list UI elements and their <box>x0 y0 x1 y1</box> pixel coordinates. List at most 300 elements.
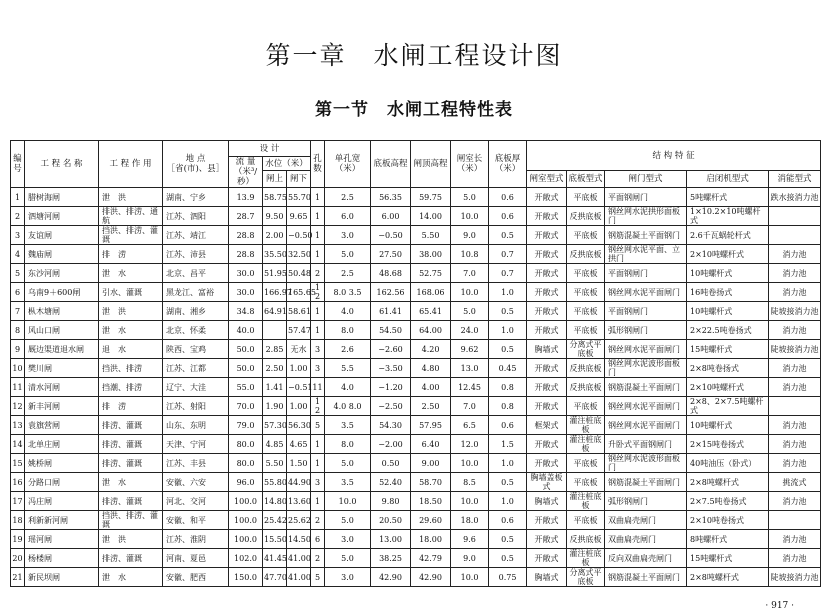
table-cell: −1.20 <box>371 378 411 397</box>
table-cell: 钢丝网水泥平面、立拱门 <box>605 245 687 264</box>
table-cell: 38.00 <box>411 245 451 264</box>
table-cell: 32.50 <box>287 245 311 264</box>
table-cell: 10 <box>11 359 25 378</box>
table-cell: 6 <box>311 530 325 549</box>
table-cell: 12 <box>11 397 25 416</box>
table-cell: 5.0 <box>325 245 371 264</box>
table-body <box>11 188 821 587</box>
table-row <box>11 340 821 359</box>
table-cell: 平底板 <box>567 188 605 207</box>
table-cell: 消力池 <box>769 492 821 511</box>
table-cell: 排涝、灌溉 <box>99 416 163 435</box>
table-cell: 2×8吨螺杆式 <box>687 473 769 492</box>
table-cell: 挡潮、排涝 <box>99 378 163 397</box>
table-cell: 3.0 <box>325 530 371 549</box>
table-row <box>11 397 821 416</box>
table-cell: 反向双曲扁壳闸门 <box>605 549 687 568</box>
table-cell: 9.0 <box>451 549 489 568</box>
table-cell: 钢筋混凝土平面闸门 <box>605 568 687 587</box>
table-cell: 辽宁、大洼 <box>163 378 229 397</box>
table-cell: 13.00 <box>371 530 411 549</box>
table-cell: 6.0 <box>325 207 371 226</box>
table-cell: 退 水 <box>99 340 163 359</box>
table-cell: 平底板 <box>567 473 605 492</box>
table-cell: 2 <box>311 264 325 283</box>
table-cell: 41.45 <box>263 549 287 568</box>
table-cell: 2.50 <box>263 359 287 378</box>
table-cell: 100.0 <box>229 530 263 549</box>
table-cell: 5.0 <box>325 549 371 568</box>
table-cell: 升卧式平面钢闸门 <box>605 435 687 454</box>
table-cell: 15 <box>11 454 25 473</box>
table-cell: 48.68 <box>371 264 411 283</box>
table-row <box>11 283 821 302</box>
table-cell: 79.0 <box>229 416 263 435</box>
table-cell: 6 <box>11 283 25 302</box>
table-cell: 2×8吨螺杆式 <box>687 568 769 587</box>
table-cell: 分离式平底板 <box>567 340 605 359</box>
table-cell: 58.61 <box>287 302 311 321</box>
header-name: 工 程 名 称 <box>25 141 99 188</box>
table-cell: 14.00 <box>411 207 451 226</box>
table-cell: 利新新河闸 <box>25 511 99 530</box>
table-cell: 2.5 <box>325 188 371 207</box>
table-cell: 开敞式 <box>527 321 567 340</box>
table-cell: 65.41 <box>411 302 451 321</box>
table-cell: 5.0 <box>451 188 489 207</box>
header-structure: 结 构 特 征 <box>527 141 821 171</box>
table-cell: 55.0 <box>229 378 263 397</box>
table-cell: 0.45 <box>489 359 527 378</box>
table-cell: 2 <box>11 207 25 226</box>
table-cell: 分离式平底板 <box>567 568 605 587</box>
table-row <box>11 492 821 511</box>
table-cell: 1 <box>11 188 25 207</box>
header-flow <box>229 157 263 188</box>
table-row <box>11 454 821 473</box>
table-cell: 1.50 <box>287 454 311 473</box>
table-cell: 2×8、2×7.5吨螺杆式 <box>687 397 769 416</box>
header-floor: 底板高程 <box>371 141 411 188</box>
table-cell: 开敞式 <box>527 378 567 397</box>
table-cell: 分路口闸 <box>25 473 99 492</box>
table-cell: 消力池 <box>769 416 821 435</box>
table-cell: 1.00 <box>287 397 311 416</box>
table-cell: 0.5 <box>489 549 527 568</box>
table-cell: 4.00 <box>411 378 451 397</box>
table-cell: 开敞式 <box>527 188 567 207</box>
table-cell: 1 <box>311 435 325 454</box>
table-cell: 冯庄闸 <box>25 492 99 511</box>
table-cell: 102.0 <box>229 549 263 568</box>
header-location-sub: ［省(市)、县］ <box>166 164 225 174</box>
table-cell: 2.6千瓦蜗轮杆式 <box>687 226 769 245</box>
table-cell: 2×8吨卷扬式 <box>687 359 769 378</box>
table-cell: 16 <box>11 473 25 492</box>
table-cell: 80.0 <box>229 435 263 454</box>
table-cell: 消力池 <box>769 245 821 264</box>
table-cell: 钢筋混凝土平面钢门 <box>605 226 687 245</box>
table-cell: 泄 水 <box>99 264 163 283</box>
table-cell: 14 <box>11 435 25 454</box>
table-cell: 泗塘河闸 <box>25 207 99 226</box>
header-thick: 底板厚（米） <box>489 141 527 188</box>
table-cell: 0.8 <box>489 397 527 416</box>
table-cell: 18.0 <box>451 511 489 530</box>
table-row <box>11 435 821 454</box>
header-length: 闸室长（米） <box>451 141 489 188</box>
table-cell: 平底板 <box>567 321 605 340</box>
table-cell: 5 <box>311 416 325 435</box>
table-cell: 泄 水 <box>99 473 163 492</box>
table-cell: 27.50 <box>371 245 411 264</box>
table-cell: 4.65 <box>287 435 311 454</box>
table-cell: 1.0 <box>489 283 527 302</box>
table-cell: 安徽、和平 <box>163 511 229 530</box>
table-cell: 1 <box>311 454 325 473</box>
table-cell: 11 <box>11 378 25 397</box>
table-cell: 10.0 <box>451 454 489 473</box>
header-span: 单孔宽（米） <box>325 141 371 188</box>
table-cell: 5 <box>11 264 25 283</box>
table-cell: 排涝、灌溉 <box>99 435 163 454</box>
table-cell: 1.0 <box>489 321 527 340</box>
table-cell: 2×7.5吨卷扬式 <box>687 492 769 511</box>
table-cell: 钢筋混凝土平面闸门 <box>605 473 687 492</box>
table-cell: 泄 洪 <box>99 302 163 321</box>
table-cell: 1.0 <box>489 492 527 511</box>
table-cell: 56.35 <box>371 188 411 207</box>
table-cell: 开敞式 <box>527 530 567 549</box>
header-energy-type: 消能型式 <box>769 171 821 188</box>
table-cell: 2 <box>311 549 325 568</box>
table-cell: 1.0 <box>489 454 527 473</box>
table-cell: 6.5 <box>451 416 489 435</box>
table-cell: 100.0 <box>229 492 263 511</box>
table-cell: 51.95 <box>263 264 287 283</box>
table-cell: 排涝、灌溉 <box>99 492 163 511</box>
table-cell: 袁旗营闸 <box>25 416 99 435</box>
table-cell: 2.00 <box>263 226 287 245</box>
table-cell: 58.70 <box>411 473 451 492</box>
table-cell: 平面钢闸门 <box>605 264 687 283</box>
table-cell: 2.6 <box>325 340 371 359</box>
table-cell: 北单庄闸 <box>25 435 99 454</box>
table-cell: 0.75 <box>489 568 527 587</box>
table-row <box>11 188 821 207</box>
table-cell: 反拱底板 <box>567 530 605 549</box>
table-cell: 5.50 <box>411 226 451 245</box>
table-cell: 2×15吨卷扬式 <box>687 435 769 454</box>
table-cell: 50.0 <box>229 359 263 378</box>
table-cell: −0.50 <box>371 226 411 245</box>
table-cell: 弧形钢闸门 <box>605 321 687 340</box>
table-cell: 5吨螺杆式 <box>687 188 769 207</box>
table-cell: 新民坝闸 <box>25 568 99 587</box>
table-cell: 47.70 <box>263 568 287 587</box>
table-cell: 8吨螺杆式 <box>687 530 769 549</box>
table-cell: 消力池 <box>769 435 821 454</box>
table-cell: 1 2 <box>311 397 325 416</box>
table-cell: 反拱底板 <box>567 207 605 226</box>
table-cell: 96.0 <box>229 473 263 492</box>
table-cell <box>769 397 821 416</box>
table-cell: 反拱底板 <box>567 245 605 264</box>
table-cell: 3 <box>11 226 25 245</box>
table-cell: 2×10吨螺杆式 <box>687 245 769 264</box>
table-cell: 21 <box>11 568 25 587</box>
table-cell: 消力池 <box>769 359 821 378</box>
table-cell: −2.60 <box>371 340 411 359</box>
table-cell: 52.75 <box>411 264 451 283</box>
table-cell: 2 <box>311 511 325 530</box>
table-cell: 61.41 <box>371 302 411 321</box>
table-cell <box>769 226 821 245</box>
table-cell: 双曲扁壳闸门 <box>605 530 687 549</box>
table-cell: 泄 水 <box>99 321 163 340</box>
header-room-type: 闸室型式 <box>527 171 567 188</box>
table-cell: 5 <box>311 568 325 587</box>
table-cell: 20 <box>11 549 25 568</box>
table-cell: 7 <box>11 302 25 321</box>
header-level: 水位（米） <box>263 157 311 171</box>
table-cell: 40.0 <box>229 321 263 340</box>
table-cell: 1.5 <box>489 435 527 454</box>
table-cell: 18 <box>11 511 25 530</box>
table-cell: 湖南、宁乡 <box>163 188 229 207</box>
table-cell: 7.0 <box>451 264 489 283</box>
table-cell: 55.70 <box>287 188 311 207</box>
table-cell: 消力池 <box>769 549 821 568</box>
table-cell: 3.0 <box>325 226 371 245</box>
table-cell: 58.75 <box>263 188 287 207</box>
header-gate-type: 闸门型式 <box>605 171 687 188</box>
table-cell: 8.5 <box>451 473 489 492</box>
table-row <box>11 321 821 340</box>
table-cell: 杨楼闸 <box>25 549 99 568</box>
table-cell: 灌注桩底板 <box>567 416 605 435</box>
table-cell: 反拱底板 <box>567 378 605 397</box>
table-cell: 44.90 <box>287 473 311 492</box>
header-level-up: 闸上 <box>263 171 287 188</box>
table-cell: 0.5 <box>489 226 527 245</box>
table-cell: 14.80 <box>263 492 287 511</box>
table-cell: 9.62 <box>451 340 489 359</box>
table-row <box>11 511 821 530</box>
table-cell: 3 <box>311 359 325 378</box>
table-cell: 清水河闸 <box>25 378 99 397</box>
table-cell: 15吨螺杆式 <box>687 340 769 359</box>
header-function: 工 程 作 用 <box>99 141 163 188</box>
table-cell: 平底板 <box>567 226 605 245</box>
table-cell: 消力池 <box>769 283 821 302</box>
table-cell: −0.51 <box>287 378 311 397</box>
table-cell: 湖南、湘乡 <box>163 302 229 321</box>
table-cell: 魏庙闸 <box>25 245 99 264</box>
table-cell: 平底板 <box>567 454 605 473</box>
table-cell: 跌水接消力池 <box>769 188 821 207</box>
table-cell: 50.0 <box>229 340 263 359</box>
table-cell: 消力池 <box>769 530 821 549</box>
table-cell: 胸墙式 <box>527 568 567 587</box>
table-cell: 开敞式 <box>527 359 567 378</box>
table-cell: 开敞式 <box>527 207 567 226</box>
table-cell: 东沙河闸 <box>25 264 99 283</box>
table-cell: 开敞式 <box>527 245 567 264</box>
table-cell: 28.8 <box>229 245 263 264</box>
table-cell: 70.0 <box>229 397 263 416</box>
table-cell: 0.5 <box>489 530 527 549</box>
table-row <box>11 226 821 245</box>
table-cell: 1.41 <box>263 378 287 397</box>
table-cell: 17 <box>11 492 25 511</box>
table-cell: 4.85 <box>263 435 287 454</box>
table-cell: 0.7 <box>489 264 527 283</box>
table-cell: 腊树海闸 <box>25 188 99 207</box>
table-cell: 厩边渠道退水闸 <box>25 340 99 359</box>
table-cell: 樊川闸 <box>25 359 99 378</box>
table-cell: 钢丝网水泥平面闸门 <box>605 283 687 302</box>
table-cell: 陕西、宝鸡 <box>163 340 229 359</box>
table-cell: 4.0 8.0 <box>325 397 371 416</box>
table-cell: 平底板 <box>567 302 605 321</box>
table-cell: 1.00 <box>287 359 311 378</box>
table-cell: 天津、宁河 <box>163 435 229 454</box>
table-cell: 18.00 <box>411 530 451 549</box>
table-cell: 挡洪、排涝、灌溉 <box>99 511 163 530</box>
table-cell: 瑶河闸 <box>25 530 99 549</box>
characteristics-table <box>10 140 821 587</box>
table-cell: 无水 <box>287 340 311 359</box>
table-cell: 64.91 <box>263 302 287 321</box>
table-cell: 4.0 <box>325 302 371 321</box>
table-cell: 1 <box>311 321 325 340</box>
table-cell: 25.42 <box>263 511 287 530</box>
table-cell: 消力池 <box>769 264 821 283</box>
table-cell: 166.97 <box>263 283 287 302</box>
table-cell: 5.0 <box>325 511 371 530</box>
table-cell: −3.50 <box>371 359 411 378</box>
table-cell: 18.50 <box>411 492 451 511</box>
table-cell: 15吨螺杆式 <box>687 549 769 568</box>
table-cell: 9.0 <box>451 226 489 245</box>
table-cell: 江苏、泗阳 <box>163 207 229 226</box>
table-cell: 1 <box>311 245 325 264</box>
table-cell: 引水、灌溉 <box>99 283 163 302</box>
table-row <box>11 549 821 568</box>
table-cell: 1.90 <box>263 397 287 416</box>
table-cell: 平面钢闸门 <box>605 188 687 207</box>
table-cell <box>263 321 287 340</box>
table-cell: 30.0 <box>229 264 263 283</box>
table-cell: 10吨螺杆式 <box>687 264 769 283</box>
table-cell: 钢丝网水泥拱形面板门 <box>605 207 687 226</box>
table-cell: 开敞式 <box>527 264 567 283</box>
table-cell: 5.5 <box>325 359 371 378</box>
table-row <box>11 302 821 321</box>
table-cell: 0.5 <box>489 340 527 359</box>
table-cell: 0.6 <box>489 511 527 530</box>
table-cell: 泄 洪 <box>99 188 163 207</box>
table-cell: 挡洪、排涝、灌溉 <box>99 226 163 245</box>
table-cell: 0.5 <box>489 302 527 321</box>
table-cell: 2×22.5吨卷扬式 <box>687 321 769 340</box>
table-cell: 13.60 <box>287 492 311 511</box>
header-holes: 孔数 <box>311 141 325 188</box>
table-cell: 4.20 <box>411 340 451 359</box>
table-cell: 3.5 <box>325 416 371 435</box>
table-cell: 开敞式 <box>527 302 567 321</box>
table-cell: 4 <box>11 245 25 264</box>
table-cell: 3 <box>311 340 325 359</box>
table-row <box>11 207 821 226</box>
table-cell: 64.00 <box>411 321 451 340</box>
table-cell: −0.50 <box>287 226 311 245</box>
table-cell: 1 <box>311 207 325 226</box>
table-cell: 57.95 <box>411 416 451 435</box>
table-cell: 59.75 <box>411 188 451 207</box>
table-cell: 34.8 <box>229 302 263 321</box>
table-cell: 灌注桩底板 <box>567 492 605 511</box>
table-cell: 排 涝 <box>99 245 163 264</box>
table-cell: 165.65 <box>287 283 311 302</box>
table-cell: 3.5 <box>325 473 371 492</box>
table-cell: 15.50 <box>263 530 287 549</box>
table-cell: 平底板 <box>567 397 605 416</box>
table-cell: 消力池 <box>769 454 821 473</box>
table-cell: 江苏、沛县 <box>163 245 229 264</box>
table-cell: 41.00 <box>287 568 311 587</box>
table-row <box>11 264 821 283</box>
table-cell: 胸墙式 <box>527 340 567 359</box>
table-cell: 40吨油压（卧式） <box>687 454 769 473</box>
table-cell: 3.0 <box>325 568 371 587</box>
table-row <box>11 473 821 492</box>
table-row <box>11 378 821 397</box>
table-row <box>11 568 821 587</box>
table-cell: 2×10吨卷扬式 <box>687 511 769 530</box>
table-cell: 0.6 <box>489 188 527 207</box>
table-cell: 山东、东明 <box>163 416 229 435</box>
table-cell: 24.0 <box>451 321 489 340</box>
table-cell: 52.40 <box>371 473 411 492</box>
table-row <box>11 359 821 378</box>
table-cell: 9 <box>11 340 25 359</box>
table-cell: 8 <box>11 321 25 340</box>
header-hoist-type: 启闭机型式 <box>687 171 769 188</box>
header-flow-unit: （米³/秒） <box>233 167 258 187</box>
table-cell: 5.0 <box>325 454 371 473</box>
table-cell: 安徽、肥西 <box>163 568 229 587</box>
table-cell: 2.50 <box>411 397 451 416</box>
table-cell: 28.8 <box>229 226 263 245</box>
table-cell: 56.30 <box>287 416 311 435</box>
table-cell: 反拱底板 <box>567 359 605 378</box>
table-cell: 平底板 <box>567 511 605 530</box>
table-cell: 13.9 <box>229 188 263 207</box>
table-cell: 5.0 <box>451 302 489 321</box>
table-cell: 1 <box>311 302 325 321</box>
table-cell: 0.6 <box>489 207 527 226</box>
table-cell: 开敞式 <box>527 397 567 416</box>
table-cell: 42.90 <box>411 568 451 587</box>
table-cell: 河北、交河 <box>163 492 229 511</box>
table-cell <box>769 207 821 226</box>
table-cell: 江苏、江都 <box>163 359 229 378</box>
table-cell: 80.0 <box>229 454 263 473</box>
page-number: · 917 · <box>765 601 794 611</box>
table-cell: 江苏、淮阴 <box>163 530 229 549</box>
